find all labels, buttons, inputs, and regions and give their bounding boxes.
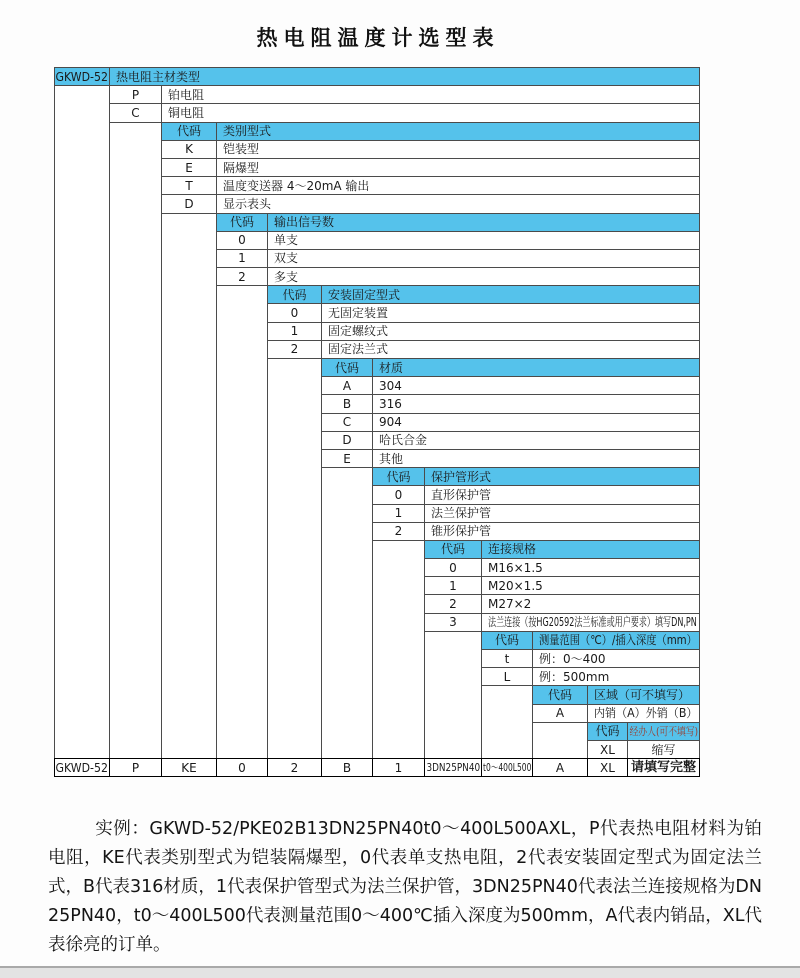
output-signal-header-code-cell: 代码 bbox=[217, 214, 267, 231]
protection-tube-column-band bbox=[373, 541, 424, 758]
mounting-type-column-band bbox=[268, 359, 321, 758]
category-type-column-band bbox=[162, 214, 216, 759]
agent-item-0-code-cell: XL bbox=[588, 741, 627, 758]
category-type-item-0-label-cell: 铠装型 bbox=[217, 141, 699, 158]
agent-header-label-cell: 经办人(可不填写) bbox=[628, 723, 699, 740]
measure-range-item-0-code-cell: t bbox=[482, 650, 532, 667]
region-column-band bbox=[533, 723, 587, 758]
example-row-cell-3: 0 bbox=[217, 759, 267, 776]
protection-tube-item-0-label-cell: 直形保护管 bbox=[425, 486, 699, 503]
measure-range-column-band bbox=[482, 686, 532, 758]
measure-range-item-1-code-cell: L bbox=[482, 668, 532, 685]
material-type-column-band bbox=[110, 123, 161, 759]
connection-spec-item-0-label-cell: M16×1.5 bbox=[482, 559, 699, 576]
example-row-cell-6: 1 bbox=[373, 759, 424, 776]
material-item-2-label-cell: 904 bbox=[373, 414, 699, 431]
example-row-cell-1: P bbox=[110, 759, 161, 776]
category-type-item-2-code-cell: T bbox=[162, 177, 216, 194]
category-type-header-code-cell: 代码 bbox=[162, 123, 216, 140]
material-item-2-code-cell: C bbox=[322, 414, 372, 431]
material-header-label-cell: 材质 bbox=[373, 359, 699, 376]
measure-range-item-1-label-cell: 例：500mm bbox=[533, 668, 699, 685]
material-item-4-code-cell: E bbox=[322, 450, 372, 467]
category-type-item-3-code-cell: D bbox=[162, 195, 216, 212]
protection-tube-header-label-cell: 保护管形式 bbox=[425, 468, 699, 485]
example-row-cell-5: B bbox=[322, 759, 372, 776]
output-signal-header-label-cell: 输出信号数 bbox=[268, 214, 699, 231]
category-type-header-label-cell: 类别型式 bbox=[217, 123, 699, 140]
category-type-item-2-label-cell: 温度变送器 4～20mA 输出 bbox=[217, 177, 699, 194]
example-row-cell-11: 请填写完整 bbox=[628, 759, 699, 776]
category-type-item-3-label-cell: 显示表头 bbox=[217, 195, 699, 212]
protection-tube-item-2-code-cell: 2 bbox=[373, 523, 424, 540]
example-row-cell-7: 3DN25PN40 bbox=[425, 759, 481, 776]
material-type-item-1-code-cell: C bbox=[110, 104, 161, 121]
material-item-3-code-cell: D bbox=[322, 432, 372, 449]
example-paragraph: 实例：GKWD-52/PKE02B13DN25PN40t0～400L500AXL，P代表热电阻材料为铂电阻，KE代表类别型式为铠装隔爆型，0代表单支热电阻，2代表安装固定型式为固定法兰式，B代表316材质，1代表保护管型式为法兰保护管，3DN25PN40代表法兰连接规格为DN25PN40，t0～400L500代表测量范围0～400℃插入深度为500mm，A代表内销品，XL代表徐亮的订单。 bbox=[48, 818, 762, 955]
material-type-header-label-cell: 热电阻主材类型 bbox=[110, 68, 699, 85]
measure-range-header-label-cell: 测量范围（℃）/插入深度（mm） bbox=[533, 632, 699, 649]
output-signal-item-1-label-cell: 双支 bbox=[268, 250, 699, 267]
material-header-code-cell: 代码 bbox=[322, 359, 372, 376]
mounting-type-item-1-label-cell: 固定螺纹式 bbox=[322, 323, 699, 340]
example-row-cell-2: KE bbox=[162, 759, 216, 776]
model-selection-table bbox=[54, 67, 700, 777]
mounting-type-item-0-label-cell: 无固定装置 bbox=[322, 304, 699, 321]
example-row-cell-4: 2 bbox=[268, 759, 321, 776]
connection-spec-item-0-code-cell: 0 bbox=[425, 559, 481, 576]
material-item-0-label-cell: 304 bbox=[373, 377, 699, 394]
region-header-label-cell: 区域（可不填写） bbox=[588, 686, 699, 703]
mounting-type-item-2-code-cell: 2 bbox=[268, 341, 321, 358]
mounting-type-header-code-cell: 代码 bbox=[268, 286, 321, 303]
material-type-item-1-label-cell: 铜电阻 bbox=[162, 104, 699, 121]
category-type-item-1-label-cell: 隔爆型 bbox=[217, 159, 699, 176]
measure-range-item-0-label-cell: 例：0～400 bbox=[533, 650, 699, 667]
mounting-type-item-1-code-cell: 1 bbox=[268, 323, 321, 340]
output-signal-item-1-code-cell: 1 bbox=[217, 250, 267, 267]
connection-spec-item-1-label-cell: M20×1.5 bbox=[482, 577, 699, 594]
agent-item-0-label-cell: 缩写 bbox=[628, 741, 699, 758]
connection-spec-item-3-code-cell: 3 bbox=[425, 614, 481, 631]
example-row-cell-0: GKWD-52 bbox=[55, 760, 109, 775]
example-row-cell-9: A bbox=[533, 759, 587, 776]
material-item-4-label-cell: 其他 bbox=[373, 450, 699, 467]
protection-tube-item-2-label-cell: 锥形保护管 bbox=[425, 523, 699, 540]
output-signal-item-2-label-cell: 多支 bbox=[268, 268, 699, 285]
agent-header-code-cell: 代码 bbox=[588, 723, 627, 740]
category-type-item-0-code-cell: K bbox=[162, 141, 216, 158]
region-item-0-label-cell: 内销（A）外销（B） bbox=[588, 705, 699, 722]
material-item-3-label-cell: 哈氏合金 bbox=[373, 432, 699, 449]
material-item-1-code-cell: B bbox=[322, 395, 372, 412]
region-item-0-code-cell: A bbox=[533, 705, 587, 722]
connection-spec-item-3-label-cell: 法兰连接（按HG20592法兰标准或用户要求）填写DN,PN bbox=[482, 614, 699, 631]
mounting-type-item-2-label-cell: 固定法兰式 bbox=[322, 341, 699, 358]
category-type-item-1-code-cell: E bbox=[162, 159, 216, 176]
connection-spec-header-label-cell: 连接规格 bbox=[482, 541, 699, 558]
material-item-0-code-cell: A bbox=[322, 377, 372, 394]
output-signal-item-0-label-cell: 单支 bbox=[268, 232, 699, 249]
connection-spec-item-2-code-cell: 2 bbox=[425, 595, 481, 612]
material-type-item-0-label-cell: 铂电阻 bbox=[162, 86, 699, 103]
connection-spec-header-code-cell: 代码 bbox=[425, 541, 481, 558]
material-type-item-0-code-cell: P bbox=[110, 86, 161, 103]
page-bottom-edge bbox=[0, 966, 800, 978]
connection-spec-item-1-code-cell: 1 bbox=[425, 577, 481, 594]
material-column-band bbox=[322, 468, 372, 758]
protection-tube-item-1-code-cell: 1 bbox=[373, 505, 424, 522]
material-type-header-code-cell: GKWD-52 bbox=[55, 69, 109, 84]
protection-tube-header-code-cell: 代码 bbox=[373, 468, 424, 485]
output-signal-item-0-code-cell: 0 bbox=[217, 232, 267, 249]
example-row-cell-10: XL bbox=[588, 759, 627, 776]
page-title: 热电阻温度计选型表 bbox=[256, 26, 500, 50]
protection-tube-item-0-code-cell: 0 bbox=[373, 486, 424, 503]
example-row-cell-8: t0～400L500 bbox=[482, 759, 532, 776]
measure-range-header-code-cell: 代码 bbox=[482, 632, 532, 649]
material-item-1-label-cell: 316 bbox=[373, 395, 699, 412]
model-column-band bbox=[55, 86, 109, 758]
output-signal-column-band bbox=[217, 286, 267, 758]
protection-tube-item-1-label-cell: 法兰保护管 bbox=[425, 505, 699, 522]
connection-spec-column-band bbox=[425, 632, 481, 758]
output-signal-item-2-code-cell: 2 bbox=[217, 268, 267, 285]
region-header-code-cell: 代码 bbox=[533, 686, 587, 703]
mounting-type-header-label-cell: 安装固定型式 bbox=[322, 286, 699, 303]
connection-spec-item-2-label-cell: M27×2 bbox=[482, 595, 699, 612]
mounting-type-item-0-code-cell: 0 bbox=[268, 304, 321, 321]
